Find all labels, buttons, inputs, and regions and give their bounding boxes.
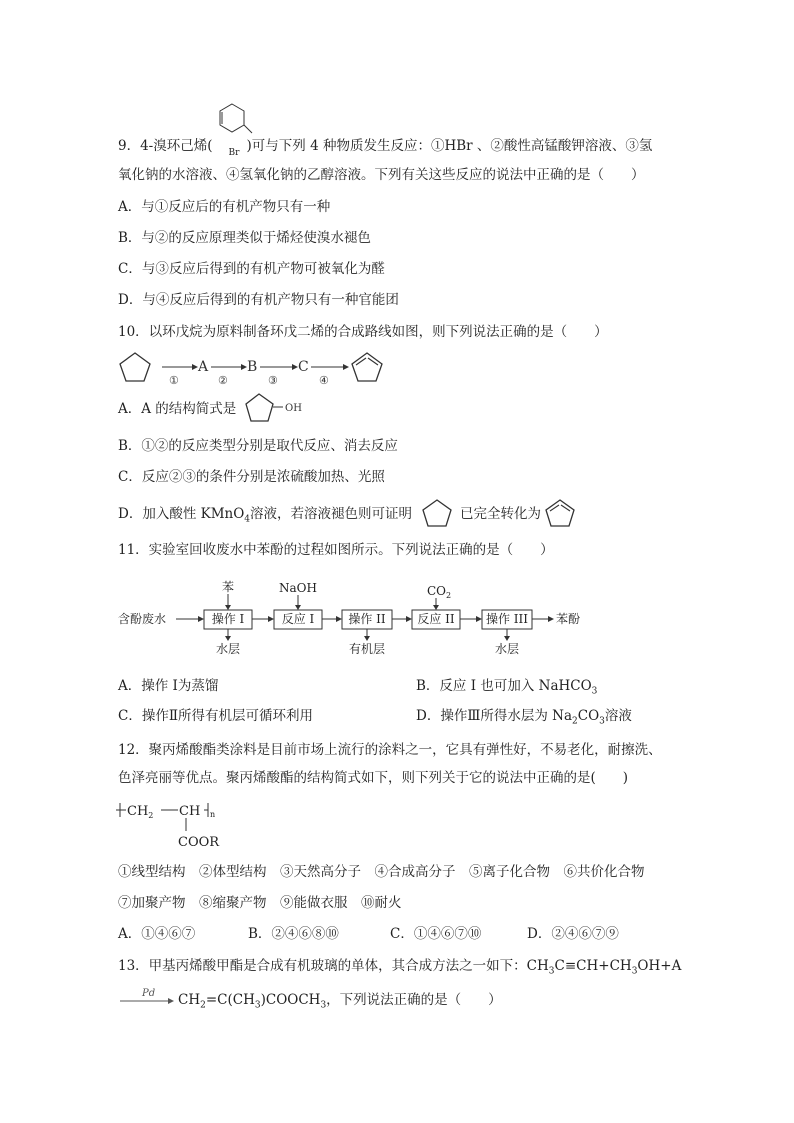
- q13-line1-sub2: 3: [631, 966, 638, 977]
- q10-option-d: [118, 505, 412, 529]
- intermediate-c: C: [298, 359, 309, 375]
- q9-option-a: A．与①反应后的有机产物只有一种: [118, 199, 331, 215]
- step-2-label: ②: [218, 374, 228, 387]
- organic-layer-label: 有机层: [348, 642, 386, 656]
- bromo-label: Br: [228, 148, 240, 158]
- q10-option-d-prefix: D．加入酸性 KMnO: [118, 506, 245, 522]
- wastewater-input-label: 含酚废水: [118, 612, 167, 626]
- cyclopentane-structure: [120, 353, 150, 381]
- q10-option-b: B．①②的反应类型分别是取代反应、消去反应: [118, 438, 398, 454]
- hydroxyl-label: OH: [285, 403, 302, 414]
- cyclopentanol-structure: [244, 392, 314, 426]
- q10-option-c: C．反应②③的条件分别是浓硫酸加热、光照: [118, 469, 385, 485]
- q13-stem-line2: [178, 991, 502, 1015]
- q13-stem-line1: [118, 957, 681, 981]
- q9-stem-line1: [118, 137, 653, 158]
- step-4-label: ④: [319, 374, 329, 387]
- q11-option-c: C．操作Ⅱ所得有机层可循环利用: [118, 708, 314, 724]
- q11-option-b-text: B．反应 I 也可加入 NaHCO: [416, 678, 592, 694]
- q13-line1-text: 13．甲基丙烯酸甲酯是合成有机玻璃的单体，其合成方法之一如下：CH: [118, 958, 549, 974]
- q11-stem: 11．实验室回收废水中苯酚的过程如图所示。下列说法正确的是（ ）: [118, 542, 554, 558]
- step-3-label: ③: [268, 374, 278, 387]
- q9-stem-prefix: 9．4-溴环己烯(: [118, 138, 213, 154]
- reaction-2-label: 反应 II: [417, 612, 455, 626]
- q9-stem-line2: 氧化钠的水溶液、④氢氧化钠的乙醇溶液。下列有关这些反应的说法中正确的是（ ）: [118, 167, 645, 183]
- operation-3-label: 操作 III: [485, 612, 529, 626]
- q10-option-a-text: A．A 的结构简式是: [118, 401, 237, 417]
- q10-d-cyclopentadiene-structure: [545, 498, 577, 528]
- operation-2-label: 操作 II: [348, 612, 386, 626]
- q10-option-d-mid2: 已完全转化为: [460, 506, 541, 522]
- pd-catalyst-arrow: [118, 986, 178, 1008]
- q11-option-d-suffix: 溶液: [604, 708, 632, 724]
- q10-synthesis-route: [110, 350, 400, 390]
- q12-option-c: C．①④⑥⑦⑩: [390, 926, 482, 942]
- intermediate-a: A: [198, 359, 209, 375]
- q11-option-b: [416, 677, 597, 701]
- q13-l2-s3: 3: [320, 1000, 327, 1011]
- q9-stem-suffix: )可与下列 4 种物质发生反应：①HBr 、②酸性高锰酸钾溶液、③氢: [246, 138, 653, 154]
- naoh-label: NaOH: [279, 581, 317, 595]
- intermediate-b: B: [247, 359, 258, 375]
- water-layer-2-label: 水层: [494, 642, 520, 656]
- q9-option-d: D．与④反应后得到的有机产物只有一种官能团: [118, 292, 399, 308]
- q13-l2-d: ，下列说法正确的是（ ）: [326, 992, 502, 1008]
- q12-option-a: A．①④⑥⑦: [118, 926, 196, 942]
- q10-option-d-mid: 溶液，若溶液褪色则可证明: [250, 506, 413, 522]
- step-1-label: ①: [169, 374, 179, 387]
- q11-flow-diagram: [118, 578, 618, 658]
- q11-option-a: A．操作 I为蒸馏: [118, 678, 219, 694]
- q11-option-d: [416, 707, 632, 731]
- polyacrylate-structure: [116, 797, 236, 853]
- q12-items-line1: ①线型结构 ②体型结构 ③天然高分子 ④合成高分子 ⑤离子化合物 ⑥共价化合物: [118, 864, 645, 880]
- svg-text:n: n: [210, 810, 216, 819]
- q10-stem: 10．以环戊烷为原料制备环戊二烯的合成路线如图，则下列说法正确的是（ ）: [118, 324, 608, 340]
- q9-option-c: C．与③反应后得到的有机产物可被氧化为醛: [118, 261, 385, 277]
- q11-option-b-sub: 3: [591, 686, 598, 697]
- cyclopentadiene-structure: [352, 353, 382, 381]
- q13-l2-a: CH: [178, 992, 201, 1008]
- q12-option-b: B．②④⑥⑧⑩: [248, 926, 339, 942]
- q10-option-a: [118, 400, 236, 418]
- q11-option-d-sub1: 2: [572, 716, 578, 727]
- q13-l2-b: =C(CH: [205, 992, 255, 1008]
- q11-option-d-mid: CO: [577, 708, 600, 724]
- svg-text:CH: CH: [179, 804, 201, 819]
- q12-stem-line2: 色泽亮丽等优点。聚丙烯酸酯的结构简式如下，则下列关于它的说法中正确的是( ): [118, 770, 629, 786]
- q9-option-b: B．与②的反应原理类似于烯烃使溴水褪色: [118, 230, 371, 246]
- q13-l2-c: )COOCH: [260, 992, 321, 1008]
- reaction-1-label: 反应 I: [281, 612, 315, 626]
- pd-label: Pd: [142, 988, 156, 999]
- operation-1-label: 操作 I: [211, 612, 245, 626]
- q12-option-d: D．②④⑥⑦⑨: [527, 926, 619, 942]
- q12-items-line2: ⑦加聚产物 ⑧缩聚产物 ⑨能做衣服 ⑩耐火: [118, 895, 402, 911]
- phenol-output-label: 苯酚: [556, 612, 581, 626]
- svg-text:COOR: COOR: [178, 835, 220, 850]
- benzene-label: 苯: [221, 580, 235, 594]
- q13-l2-s1: 2: [200, 1000, 206, 1011]
- svg-text:CH2: $CH_2$: [127, 804, 154, 820]
- co2-label: $CO_2$: [427, 584, 452, 600]
- q13-l2-s2: 3: [254, 1000, 261, 1011]
- q11-option-d-sub2: 3: [599, 716, 605, 727]
- q13-line1-mid: C≡CH+CH: [554, 958, 632, 974]
- q13-line1-sub1: 3: [548, 966, 555, 977]
- q11-option-d-prefix: D．操作Ⅲ所得水层为 Na: [416, 708, 572, 724]
- q12-stem-line1: 12．聚丙烯酸酯类涂料是目前市场上流行的涂料之一，它具有弹性好，不易老化，耐擦洗、: [118, 742, 662, 758]
- q13-line1-end: OH+A: [637, 958, 682, 974]
- q10-option-d-sub: 4: [244, 514, 251, 525]
- q10-d-cyclopentane-structure: [422, 498, 454, 528]
- water-layer-1-label: 水层: [215, 642, 241, 656]
